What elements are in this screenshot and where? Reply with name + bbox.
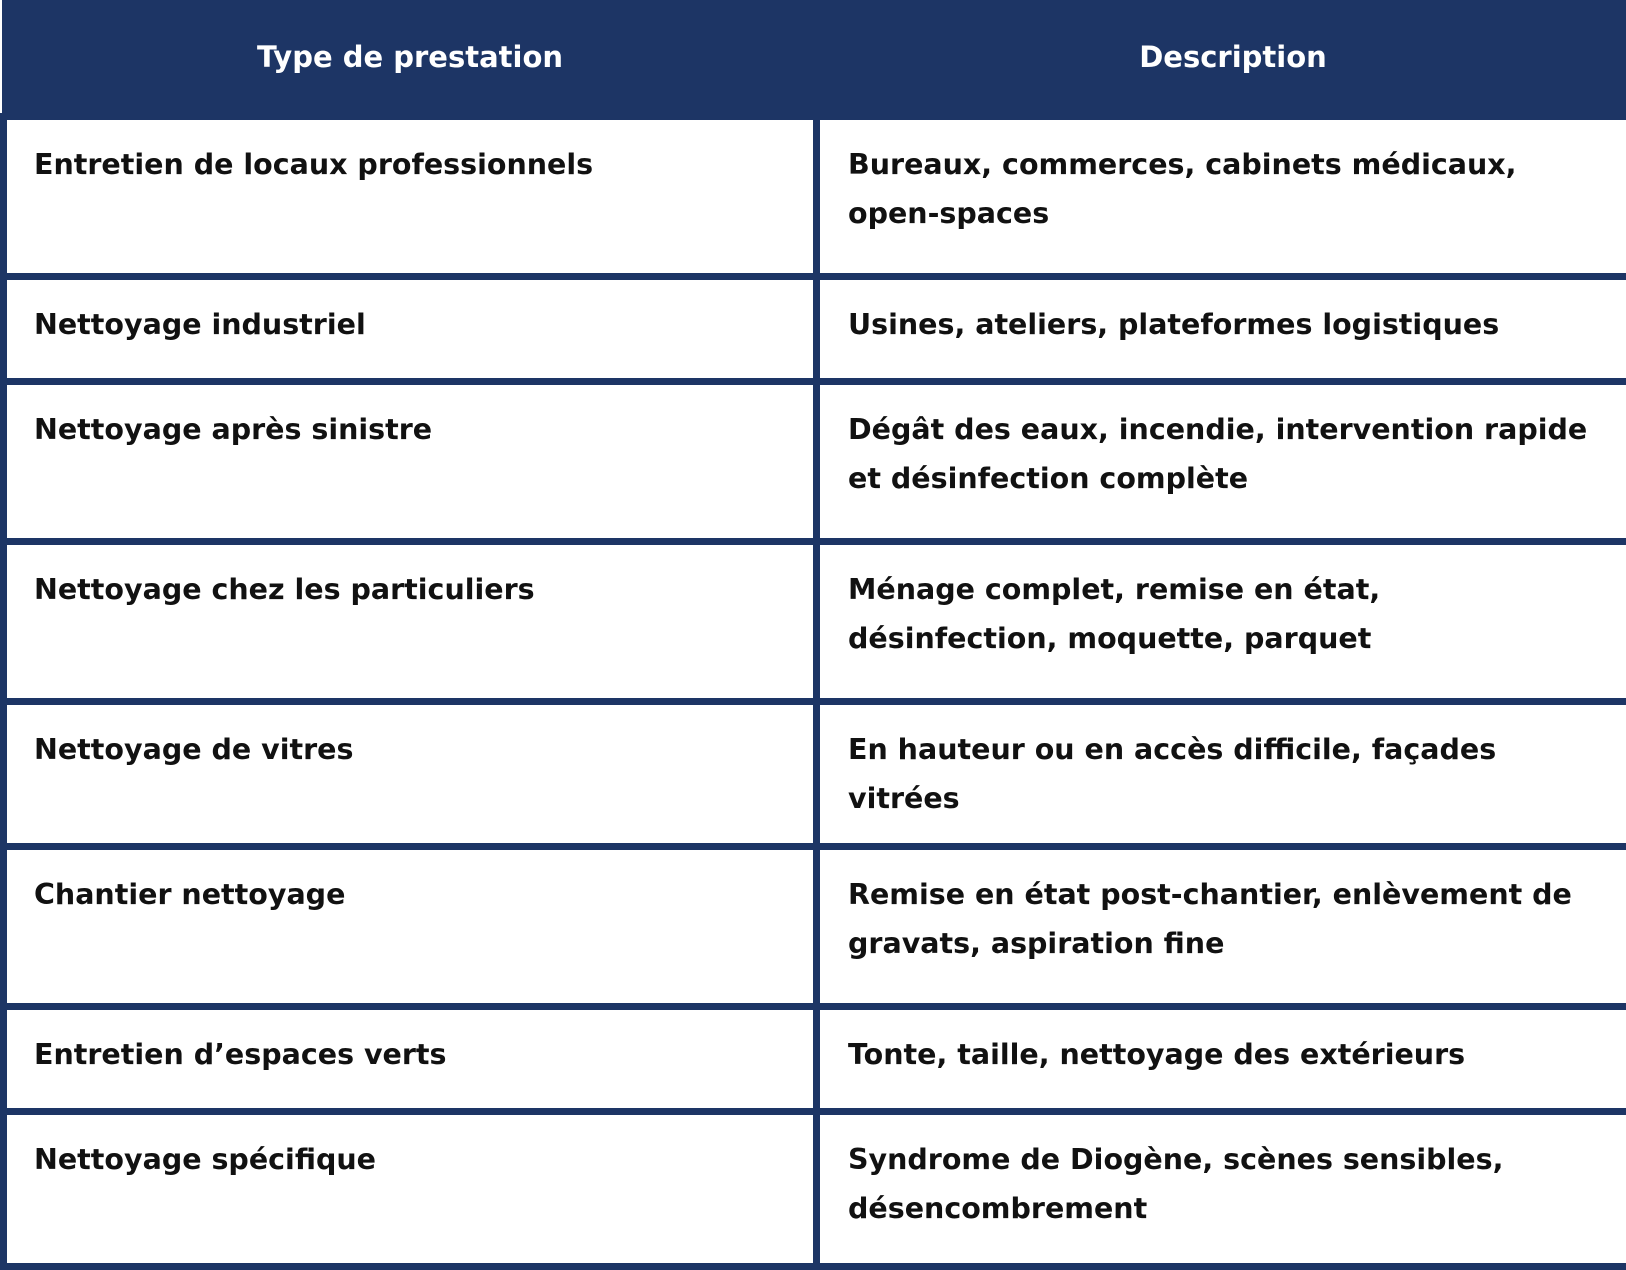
- table-row: [4, 277, 1626, 382]
- cell-description: En hauteur ou en accès difficile, façades vitrées: [817, 702, 1626, 847]
- cell-description: Remise en état post-chantier, enlèvement de gravats, aspiration fine: [817, 847, 1626, 1007]
- cell-type: Nettoyage spécifique: [4, 1112, 817, 1267]
- cell-description: Usines, ateliers, plateformes logistiques: [817, 277, 1626, 382]
- table-row: [4, 1007, 1626, 1112]
- table-header: [4, 0, 1626, 117]
- table-row: [4, 542, 1626, 702]
- table-row: [4, 1112, 1626, 1267]
- table-row: [4, 117, 1626, 277]
- cell-description: Dégât des eaux, incendie, intervention rapide et désinfection complète: [817, 382, 1626, 542]
- cell-type: Entretien de locaux professionnels: [4, 117, 817, 277]
- cell-description: Tonte, taille, nettoyage des extérieurs: [817, 1007, 1626, 1112]
- header-description: Description: [817, 0, 1626, 117]
- header-row: [4, 0, 1626, 117]
- table-body: [4, 117, 1626, 1267]
- cell-type: Chantier nettoyage: [4, 847, 817, 1007]
- cell-type: Nettoyage chez les particuliers: [4, 542, 817, 702]
- cell-description: Bureaux, commerces, cabinets médicaux, open-spaces: [817, 117, 1626, 277]
- cell-type: Nettoyage de vitres: [4, 702, 817, 847]
- cell-description: Ménage complet, remise en état, désinfection, moquette, parquet: [817, 542, 1626, 702]
- cell-type: Entretien d’espaces verts: [4, 1007, 817, 1112]
- cell-type: Nettoyage après sinistre: [4, 382, 817, 542]
- table-row: [4, 702, 1626, 847]
- header-type: Type de prestation: [4, 0, 817, 117]
- table-row: [4, 847, 1626, 1007]
- table-row: [4, 382, 1626, 542]
- cell-type: Nettoyage industriel: [4, 277, 817, 382]
- cell-description: Syndrome de Diogène, scènes sensibles, désencombrement: [817, 1112, 1626, 1267]
